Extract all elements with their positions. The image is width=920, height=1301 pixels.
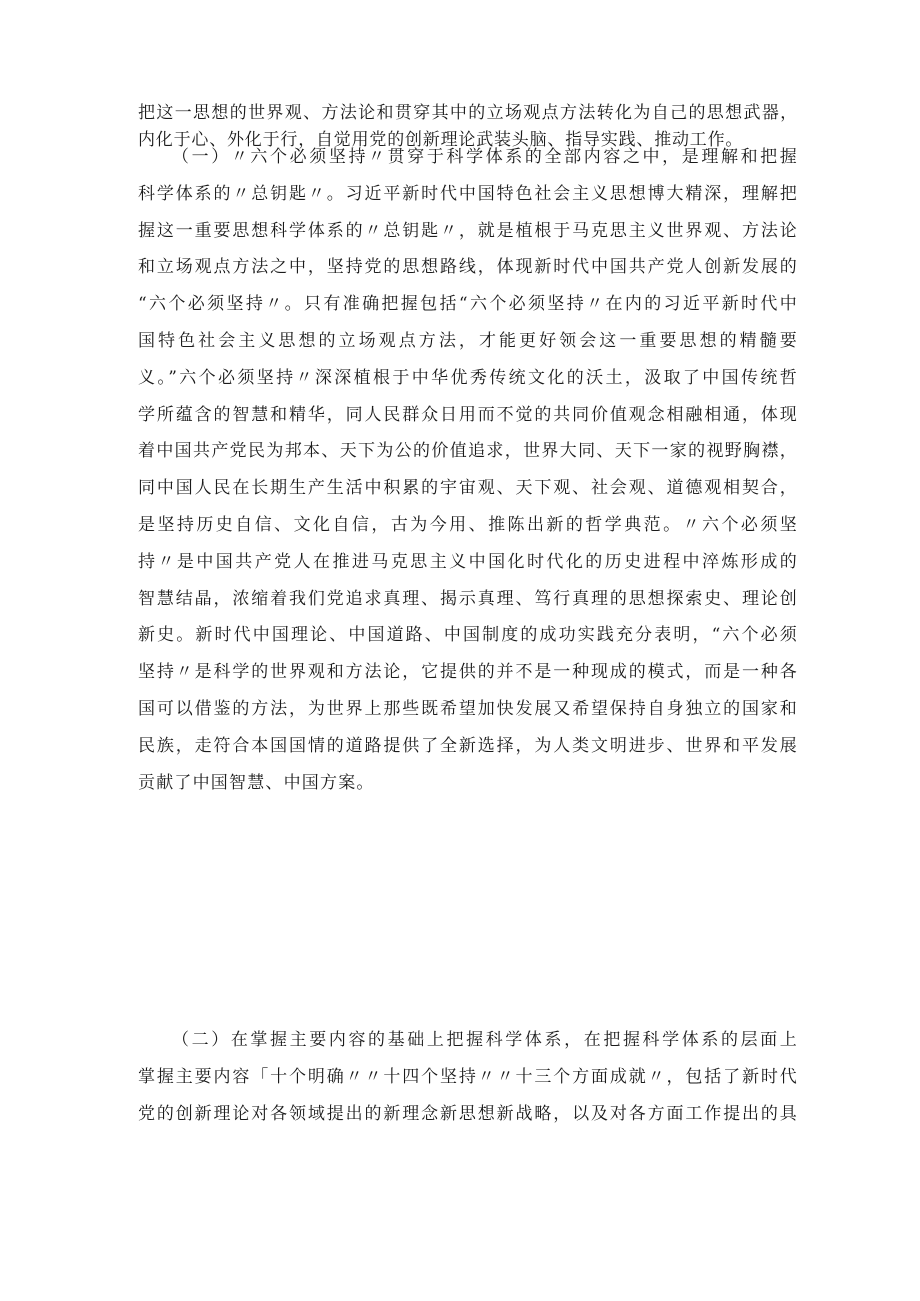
text-line: 掌握主要内容「十个明确〃〃十四个坚持〃〃十三个方面成就〃，包括了新时代: [138, 1066, 798, 1087]
text-line: 着中国共产党民为邦本、天下为公的价值追求，世界大同、天下一家的视野胸襟，: [138, 441, 798, 462]
text-line: 新史。新时代中国理论、中国道路、中国制度的成功实践充分表明，“六个必须: [138, 625, 798, 646]
text-line: 坚持〃是科学的世界观和方法论，它提供的并不是一种现成的模式，而是一种各: [138, 662, 798, 683]
text-line: 科学体系的〃总钥匙〃。习近平新时代中国特色社会主义思想博大精深，理解把: [138, 183, 798, 204]
text-line: 把这一思想的世界观、方法论和贯穿其中的立场观点方法转化为自己的思想武器，: [138, 103, 798, 123]
text-line: 贡献了中国智慧、中国方案。: [138, 772, 375, 793]
text-line: （一）〃六个必须坚持〃贯穿于科学体系的全部内容之中，是理解和把握: [172, 147, 798, 167]
paragraph-2: [138, 1022, 798, 1132]
text-line: 是坚持历史自信、文化自信，古为今用、推陈出新的哲学典范。〃六个必须坚: [138, 514, 798, 535]
text-line: 持〃是中国共产党人在推进马克思主义中国化时代化的历史进程中淬炼形成的: [138, 551, 798, 572]
text-line: 同中国人民在长期生产生活中积累的宇宙观、天下观、社会观、道德观相契合，: [138, 478, 798, 499]
text-line: “六个必须坚持〃。只有准确把握包括“六个必须坚持〃在内的习近平新时代中: [138, 294, 798, 315]
text-line: （二）在掌握主要内容的基础上把握科学体系，在把握科学体系的层面上: [172, 1030, 798, 1050]
text-line: 内化于心、外化于行，自觉用党的创新理论武装头脑、指导实践、推动工作。: [138, 130, 744, 150]
text-line: 党的创新理论对各领域提出的新理念新思想新战略，以及对各方面工作提出的具: [138, 1103, 798, 1124]
text-line: 义。”六个必须坚持〃深深植根于中华优秀传统文化的沃土，汲取了中国传统哲: [138, 367, 798, 388]
text-line: 学所蕴含的智慧和精华，同人民群众日用而不觉的共同价值观念相融相通，体现: [138, 404, 798, 425]
paragraph-1: [138, 139, 798, 801]
text-line: 民族，走符合本国国情的道路提供了全新选择，为人类文明进步、世界和平发展: [138, 735, 798, 756]
text-line: 和立场观点方法之中，坚持党的思想路线，体现新时代中国共产党人创新发展的: [138, 257, 798, 278]
text-line: 智慧结晶，浓缩着我们党追求真理、揭示真理、笃行真理的思想探索史、理论创: [138, 588, 798, 609]
text-line: 握这一重要思想科学体系的〃总钥匙〃，就是植根于马克思主义世界观、方法论: [138, 220, 798, 241]
text-line: 国可以借鉴的方法，为世界上那些既希望加快发展又希望保持自身独立的国家和: [138, 698, 798, 719]
text-line: 国特色社会主义思想的立场观点方法，才能更好领会这一重要思想的精髓要: [138, 330, 798, 351]
